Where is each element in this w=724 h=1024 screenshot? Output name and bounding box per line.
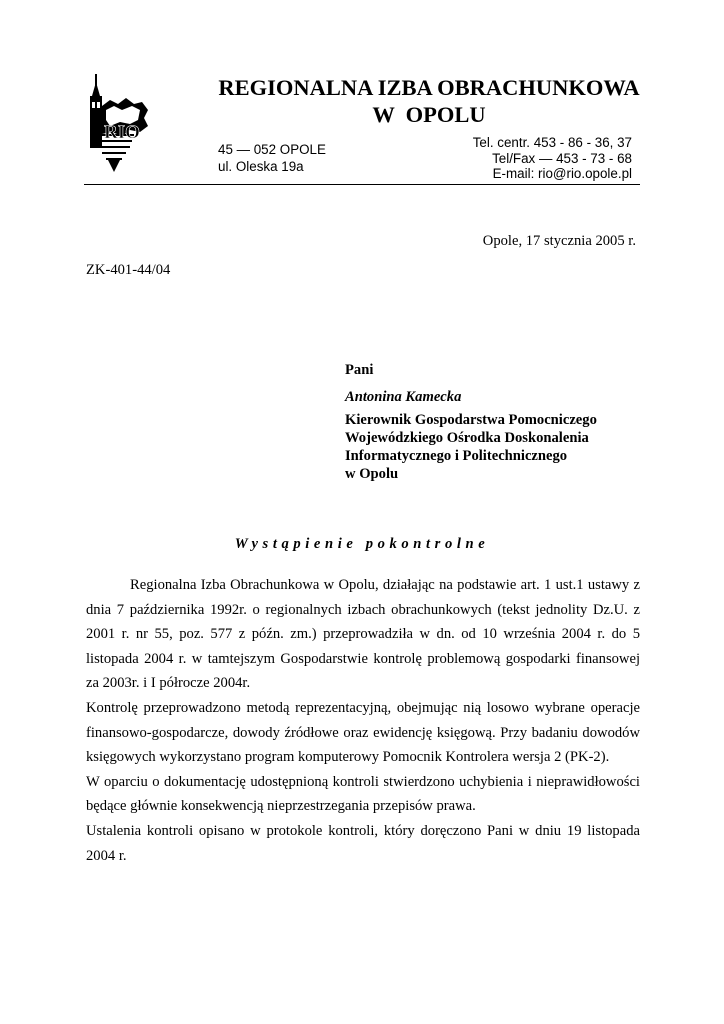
body-paragraph: Regionalna Izba Obrachunkowa w Opolu, działając na podstawie art. 1 ust.1 ustawy z dnia 7 października 1992r. o regionalnych izbach obrachunkowych (tekst jednolity Dz.U. z 2001 r. nr 55, poz. 577 z późn. zm.) przeprowadziła w dn. od 10 września 2004 r. do 5 listopada 2004 r. w tamtejszym Gospodarstwie kontrolę problemową gospodarki finansowej za 2003r. i I półrocze 2004r.	[86, 577, 640, 692]
addressee-salutation: Pani	[345, 362, 374, 378]
telephone: Tel. centr. 453 - 86 - 36, 37	[472, 135, 632, 150]
logo-text: RIO	[104, 122, 140, 143]
addressee-role-line3: Informatycznego i Politechnicznego	[345, 448, 568, 464]
body-paragraph: W oparciu o dokumentację udostępnioną kontroli stwierdzono uchybienia i nieprawidłowości będące głównie konsekwencją nieprzestrzegania przepisów prawa.	[86, 773, 640, 815]
addressee-role-line2: Wojewódzkiego Ośrodka Doskonalenia	[345, 430, 589, 446]
body-paragraph: Ustalenia kontroli opisano w protokole kontroli, który doręczono Pani w dniu 19 listopada 2004 r.	[86, 822, 640, 864]
document-heading	[0, 536, 724, 553]
addressee-name: Antonina Kamecka	[345, 389, 462, 405]
letter-body	[86, 573, 640, 868]
addressee-city: w Opolu	[345, 466, 399, 482]
heading-text: Wystąpienie pokontrolne	[234, 536, 490, 552]
rio-logo-icon	[82, 74, 156, 172]
address-line1: 45 — 052 OPOLE	[218, 142, 326, 157]
org-name-line1: REGIONALNA IZBA OBRACHUNKOWA	[218, 75, 640, 100]
reference-number: ZK-401-44/04	[86, 262, 171, 278]
addressee-role	[345, 411, 597, 465]
address-line2: ul. Oleska 19a	[218, 159, 304, 174]
body-paragraph: Kontrolę przeprowadzono metodą reprezentacyjną, obejmując nią losowo wybrane operacje finansowo-gospodarcze, dowody źródłowe oraz ewidencję księgową. Przy badaniu dowodów księgowych wykorzystano program komputerowy Pomocnik Kontrolera wersja 2 (PK-2).	[86, 699, 640, 766]
fax: Tel/Fax — 453 - 73 - 68	[492, 150, 632, 166]
organization-name	[200, 74, 658, 128]
document-date: Opole, 17 stycznia 2005 r.	[482, 233, 636, 249]
org-name-line2: W OPOLU	[372, 102, 486, 127]
email: E-mail: rio@rio.opole.pl	[492, 166, 632, 181]
postal-address	[218, 141, 326, 175]
addressee-block	[345, 361, 597, 483]
contact-info	[473, 135, 632, 182]
addressee-role-line1: Kierownik Gospodarstwa Pomocniczego	[345, 412, 597, 428]
letterhead-divider	[84, 184, 640, 185]
